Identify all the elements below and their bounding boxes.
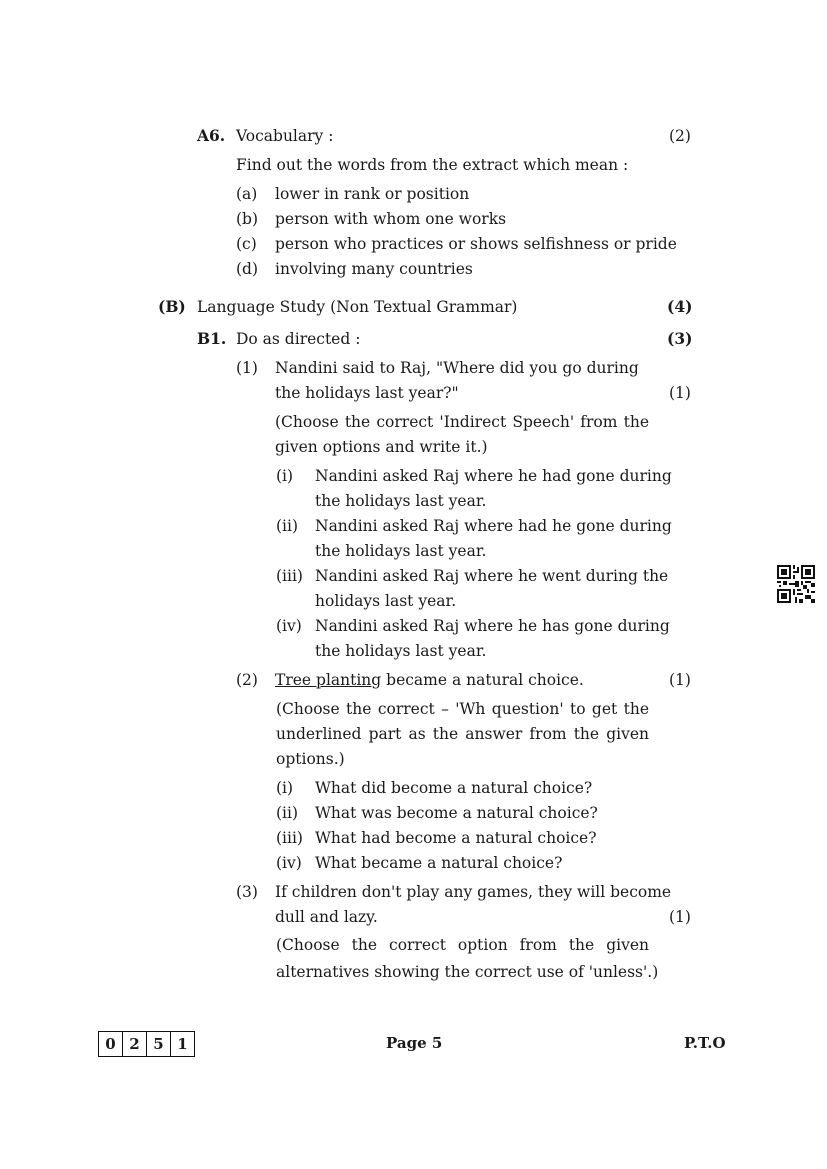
code-digit: 2 <box>122 1032 146 1056</box>
question-number-a6: A6. <box>197 126 226 145</box>
instruction-q2: options.) <box>276 750 345 768</box>
instruction-q3: (Choose the correct option from the given <box>276 936 649 954</box>
instruction-q1: given options and write it.) <box>275 438 488 456</box>
subquestion-number: (1) <box>236 359 258 377</box>
underlined-phrase: Tree planting <box>275 671 382 689</box>
subquestion-text: Nandini said to Raj, "Where did you go during <box>275 359 639 377</box>
option-text: the holidays last year. <box>315 542 487 560</box>
marks-a6: (2) <box>669 127 691 145</box>
item-text: involving many countries <box>275 260 473 278</box>
code-digit: 1 <box>170 1032 194 1056</box>
option-text: What became a natural choice? <box>315 854 563 872</box>
item-text: person who practices or shows selfishness or pride <box>275 235 677 253</box>
subquestion-text <box>275 670 584 690</box>
subquestion-text: If children don't play any games, they will become <box>275 883 672 901</box>
option-text: What was become a natural choice? <box>315 804 598 822</box>
subquestion-number: (3) <box>236 883 258 901</box>
option-text: What did become a natural choice? <box>315 779 593 797</box>
option-text: What had become a natural choice? <box>315 829 597 847</box>
item-label: (a) <box>236 185 258 203</box>
marks-b1: (3) <box>667 329 693 348</box>
option-text: holidays last year. <box>315 592 457 610</box>
option-text: Nandini asked Raj where he had gone during <box>315 467 672 485</box>
question-title-a6: Vocabulary : <box>236 127 334 145</box>
option-label: (iv) <box>276 617 302 635</box>
option-text: the holidays last year. <box>315 492 487 510</box>
marks-q1: (1) <box>669 384 691 402</box>
option-text: Nandini asked Raj where had he gone during <box>315 517 672 535</box>
question-title-b1: Do as directed : <box>236 330 361 348</box>
instruction-a6: Find out the words from the extract which mean : <box>236 156 629 174</box>
instruction-q1: (Choose the correct 'Indirect Speech' from the <box>275 413 649 431</box>
pto-label: P.T.O <box>684 1034 726 1052</box>
option-label: (ii) <box>276 804 299 822</box>
option-text: Nandini asked Raj where he has gone during <box>315 617 670 635</box>
subquestion-rest: became a natural choice. <box>381 671 584 689</box>
item-label: (b) <box>236 210 259 228</box>
item-text: person with whom one works <box>275 210 507 228</box>
option-label: (ii) <box>276 517 299 535</box>
option-text: the holidays last year. <box>315 642 487 660</box>
section-title-b: Language Study (Non Textual Grammar) <box>197 298 518 316</box>
option-label: (iii) <box>276 829 303 847</box>
marks-q3: (1) <box>669 908 691 926</box>
question-number-b1: B1. <box>197 329 227 348</box>
subquestion-number: (2) <box>236 671 258 689</box>
qr-code-icon <box>777 565 815 603</box>
code-digit: 0 <box>105 1035 116 1053</box>
instruction-q2: (Choose the correct – 'Wh question' to get the <box>276 700 649 718</box>
subquestion-text: the holidays last year?" <box>275 384 459 402</box>
marks-q2: (1) <box>669 671 691 689</box>
page-number: Page 5 <box>386 1034 443 1052</box>
instruction-q2: underlined part as the answer from the given <box>276 725 649 743</box>
subquestion-text: dull and lazy. <box>275 908 378 926</box>
item-label: (c) <box>236 235 257 253</box>
instruction-q3: alternatives showing the correct use of 'unless'.) <box>276 963 659 981</box>
option-label: (iv) <box>276 854 302 872</box>
option-label: (i) <box>276 779 294 797</box>
option-label: (i) <box>276 467 294 485</box>
option-label: (iii) <box>276 567 303 585</box>
paper-code-box <box>98 1031 195 1057</box>
item-text: lower in rank or position <box>275 185 470 203</box>
marks-section-b: (4) <box>667 297 693 316</box>
option-text: Nandini asked Raj where he went during the <box>315 567 669 585</box>
item-label: (d) <box>236 260 259 278</box>
code-digit: 5 <box>146 1032 170 1056</box>
section-number-b: (B) <box>158 297 186 316</box>
